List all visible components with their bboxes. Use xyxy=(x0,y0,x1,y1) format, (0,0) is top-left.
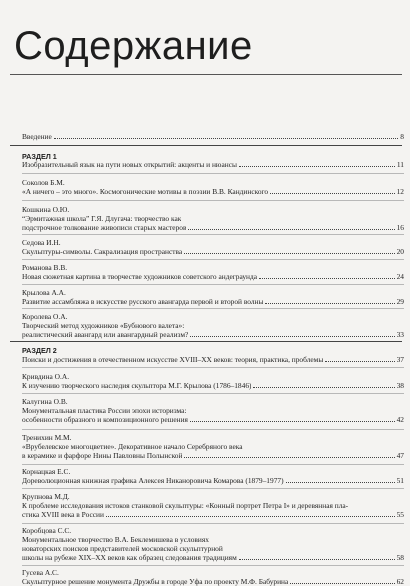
author-name: Кривдина О.А. xyxy=(22,372,70,381)
page-number: 24 xyxy=(396,272,404,281)
author-name: Крупнова М.Д. xyxy=(22,492,70,501)
separator xyxy=(22,308,404,309)
section-rule xyxy=(10,341,402,342)
author-name: Соколов Б.М. xyxy=(22,178,65,187)
page-number: 33 xyxy=(396,330,404,339)
page-number: 38 xyxy=(396,381,404,390)
separator xyxy=(22,523,404,524)
separator xyxy=(22,234,404,235)
section-heading-1: РАЗДЕЛ 1 xyxy=(22,152,57,161)
author-name: Коробцова С.С. xyxy=(22,526,72,535)
toc-entry-krivdina[interactable]: Кривдина О.А. К изучению творческого наследия скульптора М.Г. Крылова (1786–1846) 38 xyxy=(22,372,404,390)
toc-entry-korobtsova[interactable]: Коробцова С.С. Монументальное творчество В.А. Беклемишева в условиях новаторских поисков представителей московской скульптурной школы на рубеже XIX–XX веков как образец следования традициям 58 xyxy=(22,526,404,562)
toc-entry-section2[interactable]: Поиски и достижения в отечественном искусстве XVIII–XX веков: теория, практика, проблемы 37 xyxy=(22,355,404,364)
author-name: Корнацкая Е.С. xyxy=(22,467,71,476)
toc-entry-krylova[interactable]: Крылова А.А. Развитие ассамбляжа в искусстве русского авангарда первой и второй волны 29 xyxy=(22,288,404,306)
author-name: Тренихин М.М. xyxy=(22,433,72,442)
title-rule xyxy=(10,74,402,75)
page-number: 47 xyxy=(396,451,404,460)
toc-entry-guseva[interactable]: Гусева А.С. Скульптурное решение монумента Дружбы в городе Уфа по проекту М.Ф. Бабурина 62 xyxy=(22,568,404,586)
section-heading-2: РАЗДЕЛ 2 xyxy=(22,346,57,355)
toc-entry-koroleva[interactable]: Королева О.А. Творческий метод художников «Бубнового валета»: реалистический авангард или авангардный реализм? 33 xyxy=(22,312,404,339)
separator xyxy=(22,429,404,430)
toc-entry-krupnova[interactable]: Крупнова М.Д. К проблеме исследования истоков станковой скульптуры: «Конный портрет Петра I» и деревянная пла- стика XVIII века в России 55 xyxy=(22,492,404,519)
section-rule xyxy=(10,145,402,146)
author-name: Калугина О.В. xyxy=(22,397,68,406)
page-number: 12 xyxy=(396,187,404,196)
page-number: 62 xyxy=(396,577,404,586)
page-number: 58 xyxy=(396,553,404,562)
separator xyxy=(22,393,404,394)
author-name: Седова И.Н. xyxy=(22,238,61,247)
separator xyxy=(22,367,404,368)
separator xyxy=(22,565,404,566)
separator xyxy=(22,200,404,201)
separator xyxy=(22,488,404,489)
toc-entry-line: Введение 8 xyxy=(22,132,404,141)
page-number: 29 xyxy=(396,297,404,306)
separator xyxy=(22,173,404,174)
toc-entry-kornatskaya[interactable]: Корнацкая Е.С. Дореволюционная книжная графика Алексея Никаноровича Комарова (1879–1977) 51 xyxy=(22,467,404,485)
toc-entry-koshkina[interactable]: Кошкина О.Ю. “Эрмитажная школа” Г.Я. Длугача: творчество как подстрочное толкование живописи старых мастеров 16 xyxy=(22,205,404,232)
page-number: 16 xyxy=(396,223,404,232)
page-number: 20 xyxy=(396,247,404,256)
separator xyxy=(22,464,404,465)
separator xyxy=(22,284,404,285)
toc-entry-intro[interactable] xyxy=(22,132,404,141)
author-name: Кошкина О.Ю. xyxy=(22,205,70,214)
toc-entry-kalugina[interactable]: Калугина О.В. Монументальная пластика России эпохи историзма: особенности образного и композиционного решения 42 xyxy=(22,397,404,424)
page-number: 8 xyxy=(400,132,404,141)
toc-entry-section1[interactable]: Изобразительный язык на пути новых открытий: акценты и нюансы 11 xyxy=(22,160,404,169)
author-name: Гусева А.С. xyxy=(22,568,59,577)
toc-entry-trenikhin[interactable]: Тренихин М.М. «Врубелевское многоцветие». Декоративное начало Серебряного века в керамике и фарфоре Нины Павловны Полынской 47 xyxy=(22,433,404,460)
page-number: 37 xyxy=(396,355,404,364)
toc-entry-romanova[interactable]: Романова В.В. Новая сюжетная картина в творчестве художников советского андеграунда 24 xyxy=(22,263,404,281)
page-number: 42 xyxy=(396,415,404,424)
page-title: Содержание xyxy=(14,24,253,68)
page-number: 11 xyxy=(396,160,404,169)
page-number: 51 xyxy=(396,476,404,485)
separator xyxy=(22,259,404,260)
toc-entry-sokolov[interactable]: Соколов Б.М. «А ничего – это много». Космогонические мотивы в поэзии В.В. Кандинского 12 xyxy=(22,178,404,196)
author-name: Крылова А.А. xyxy=(22,288,66,297)
author-name: Королева О.А. xyxy=(22,312,68,321)
toc-entry-sedova[interactable]: Седова И.Н. Скульптуры-символы. Сакрализация пространства 20 xyxy=(22,238,404,256)
author-name: Романова В.В. xyxy=(22,263,68,272)
page-number: 55 xyxy=(396,510,404,519)
